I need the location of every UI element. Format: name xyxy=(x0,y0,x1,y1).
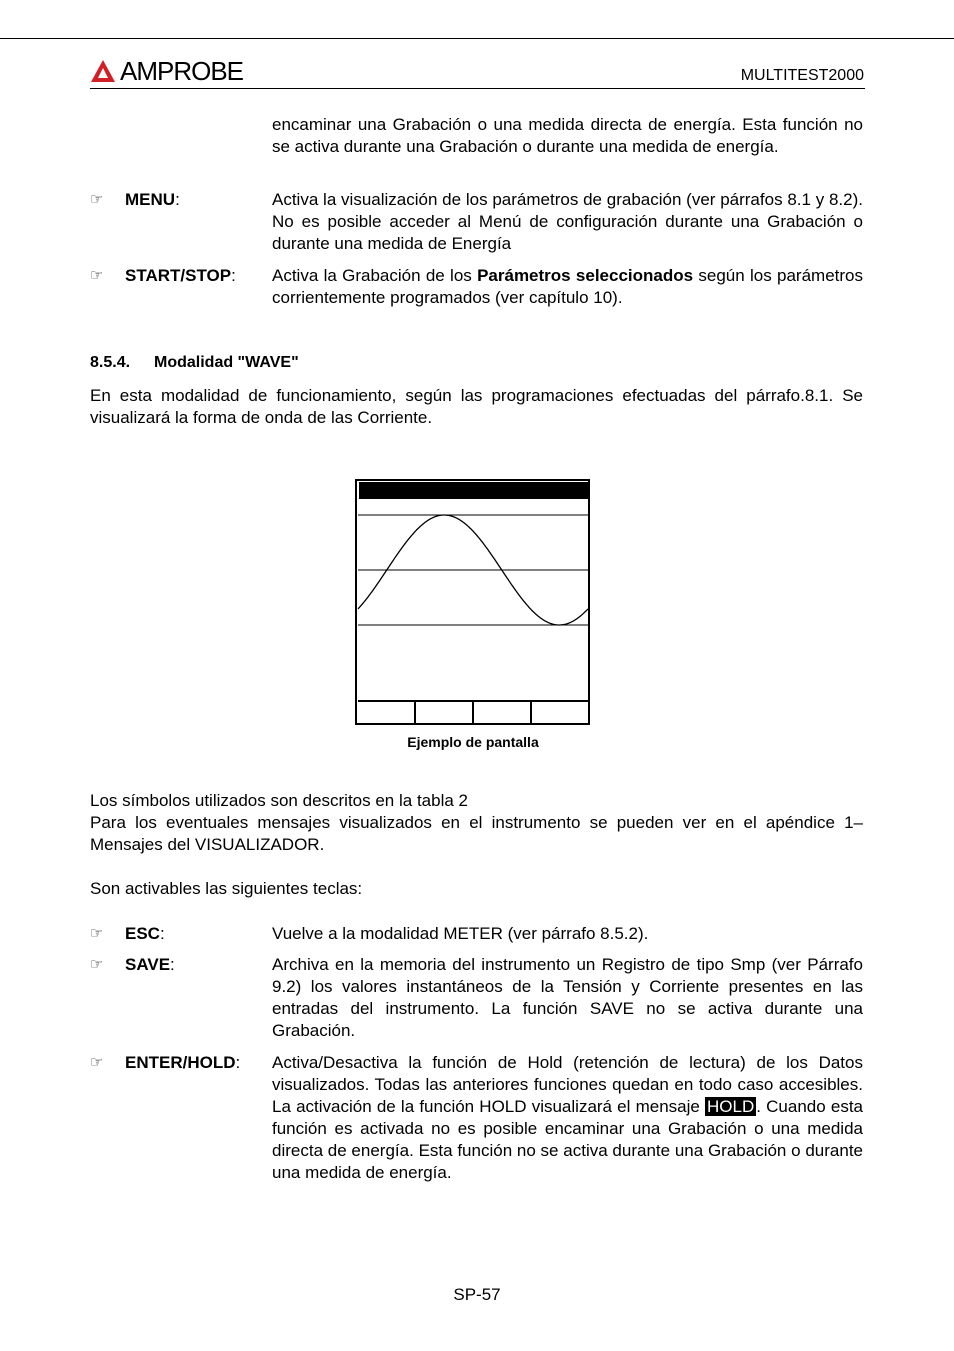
key-label: SAVE: xyxy=(125,955,175,974)
brand-name: AMPROBE xyxy=(120,56,244,86)
model-name: MULTITEST2000 xyxy=(740,67,864,84)
key-item-menu xyxy=(90,189,863,259)
keys-intro: Son activables las siguientes teclas: xyxy=(90,879,363,898)
key-item-enter-hold xyxy=(90,1052,863,1212)
pointing-hand-icon: ☞ xyxy=(90,956,104,973)
figure-caption: Ejemplo de pantalla xyxy=(407,734,539,750)
header-rule xyxy=(90,88,865,89)
screen-frame xyxy=(356,480,589,724)
pointing-hand-icon: ☞ xyxy=(90,925,104,942)
key-description: Vuelve a la modalidad METER (ver párrafo 8.5.2). xyxy=(272,924,649,943)
pointing-hand-icon: ☞ xyxy=(90,267,104,284)
section-heading xyxy=(90,352,299,374)
key-description: Archiva en la memoria del instrumento un Registro de tipo Smp (ver Párrafo 9.2) los valores instantáneos de la Tensión y Corriente presentes en las entradas del instrumento. La función SAVE no se activa durante una Grabación. xyxy=(272,955,863,1040)
intro-paragraph: encaminar una Grabación o una medida directa de energía. Esta función no se activa durante una Grabación o durante una medida de energía. xyxy=(272,115,863,156)
key-label: MENU: xyxy=(125,190,180,209)
page-number: SP-57 xyxy=(453,1285,501,1304)
key-label: ENTER/HOLD: xyxy=(125,1053,241,1072)
amprobe-triangle-icon xyxy=(90,59,116,83)
top-rule xyxy=(0,38,954,39)
messages-paragraph: Para los eventuales mensajes visualizados en el instrumento se pueden ver en el apéndice 1–Mensajes del VISUALIZADOR. xyxy=(90,813,863,854)
screen-example-figure xyxy=(355,479,591,726)
hold-badge: HOLD xyxy=(707,1097,755,1116)
key-item-save xyxy=(90,954,863,1044)
pointing-hand-icon: ☞ xyxy=(90,1054,104,1071)
section-title: Modalidad "WAVE" xyxy=(154,354,299,371)
key-item-start-stop xyxy=(90,265,863,311)
key-item-esc xyxy=(90,923,863,947)
section-paragraph: En esta modalidad de funcionamiento, según las programaciones efectuadas del párrafo.8.1. Se visualizará la forma de onda de las Corriente. xyxy=(90,386,863,427)
pointing-hand-icon: ☞ xyxy=(90,191,104,208)
key-description: Activa/Desactiva la función de Hold (retención de lectura) de los Datos visualizados. Todas las anteriores funciones quedan en todo caso accesibles. La activación de la función HOLD visualizará el mensaje HOLD . Cuando esta función es activada no es posible encaminar una Grabación o una medida directa de energía. Esta función no se activa durante una Grabación o durante una medida de energía. xyxy=(272,1053,863,1182)
brand-logo xyxy=(90,56,243,86)
section-number: 8.5.4. xyxy=(90,354,131,371)
key-description: Activa la Grabación de los Parámetros seleccionados según los parámetros corrientemente programados (ver capítulo 10). xyxy=(272,266,864,307)
symbols-paragraph: Los símbolos utilizados son descritos en la tabla 2 xyxy=(90,791,468,810)
key-description: Activa la visualización de los parámetros de grabación (ver párrafos 8.1 y 8.2). No es posible acceder al Menú de configuración durante una Grabación o durante una medida de Energía xyxy=(272,190,863,253)
screen-title-bar xyxy=(359,482,588,499)
key-label: START/STOP: xyxy=(125,266,236,285)
key-label: ESC: xyxy=(125,924,165,943)
